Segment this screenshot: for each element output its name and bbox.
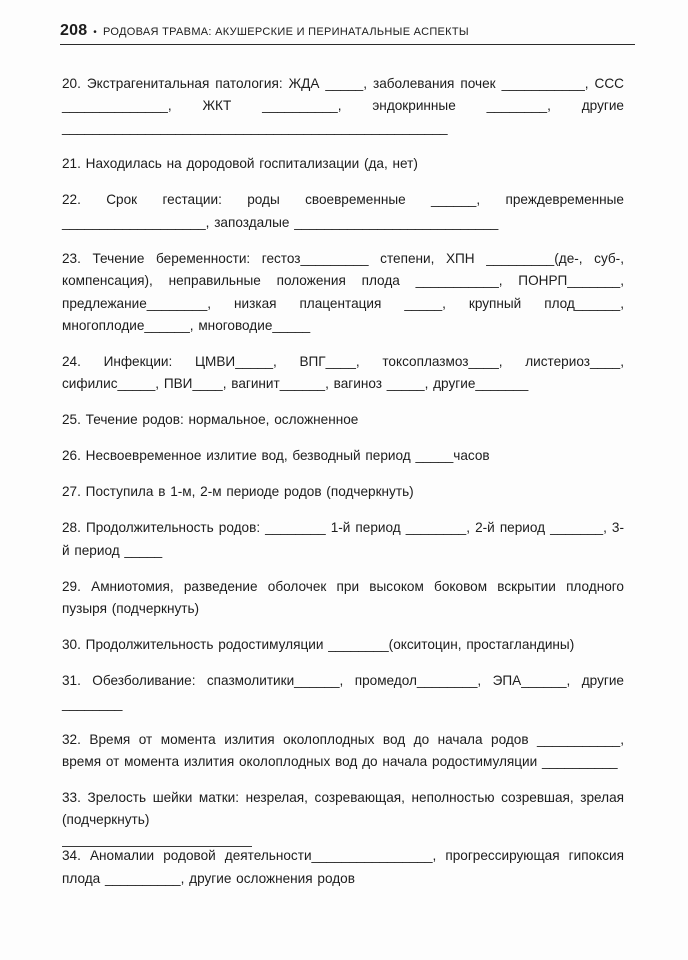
- item-22-gestation-term: 22. Срок гестации: роды своевременные ______, преждевременные ___________________, запоздалые ___________________________: [62, 192, 624, 230]
- item-26-water-discharge: 26. Несвоевременное излитие вод, безводный период _____часов: [62, 448, 490, 464]
- item-24-infections: 24. Инфекции: ЦМВИ_____, ВПГ____, токсоплазмоз____, листериоз____, сифилис_____, ПВИ____, вагинит______, вагиноз _____, другие_______: [62, 354, 624, 392]
- questionnaire-body: [62, 59, 624, 892]
- item-27-admission-period: 27. Поступила в 1-м, 2-м периоде родов (подчеркнуть): [62, 484, 414, 500]
- item-23-pregnancy-course: 23. Течение беременности: гестоз_________ степени, ХПН _________(де-, суб-, компенсация), неправильные положения плода ___________, ПОНРП_______, предлежание________, низкая плацентация _____, крупный плод______, многоплодие______, многоводие_____: [62, 250, 624, 334]
- item-34-labor-anomalies: 34. Аномалии родовой деятельности________________, прогрессирующая гипоксия плода __________, другие осложнения родов: [62, 848, 624, 886]
- item-33-cervix-maturity: 33. Зрелость шейки матки: незрелая, созревающая, неполностью созревшая, зрелая (подчеркнуть): [62, 790, 624, 828]
- item-21-prenatal-hospitalization: 21. Находилась на дородовой госпитализации (да, нет): [62, 156, 418, 172]
- item-30-stimulation-duration: 30. Продолжительность родостимуляции ________(окситоцин, простагландины): [62, 637, 575, 653]
- header-bullet: •: [93, 27, 97, 38]
- page-number: 208: [60, 22, 88, 39]
- item-29-amniotomy: 29. Амниотомия, разведение оболочек при высоком боковом вскрытии плодного пузыря (подчеркнуть): [62, 578, 624, 617]
- item-28-labor-duration: 28. Продолжительность родов: ________ 1-й период ________, 2-й период _______, 3-й период _____: [62, 520, 624, 558]
- trailing-blank-line: [62, 846, 252, 847]
- item-20-extragenital-pathology: 20. Экстрагенитальная патология: ЖДА _____, заболевания почек ___________, ССС ______________, ЖКТ __________, эндокринные ________, другие ___________________________________________________: [62, 75, 624, 136]
- running-title: РОДОВАЯ ТРАВМА: АКУШЕРСКИЕ И ПЕРИНАТАЛЬНЫЕ АСПЕКТЫ: [103, 26, 469, 38]
- item-32-time-intervals: 32. Время от момента излития околоплодных вод до начала родов ___________, время от момента излития околоплодных вод до начала родостимуляции __________: [62, 731, 624, 770]
- item-31-anesthesia: 31. Обезболивание: спазмолитики______, промедол________, ЭПА______, другие ________: [62, 673, 624, 711]
- page-header: [60, 22, 635, 40]
- header-rule: [60, 44, 635, 45]
- item-25-labor-course: 25. Течение родов: нормальное, осложненное: [62, 412, 359, 428]
